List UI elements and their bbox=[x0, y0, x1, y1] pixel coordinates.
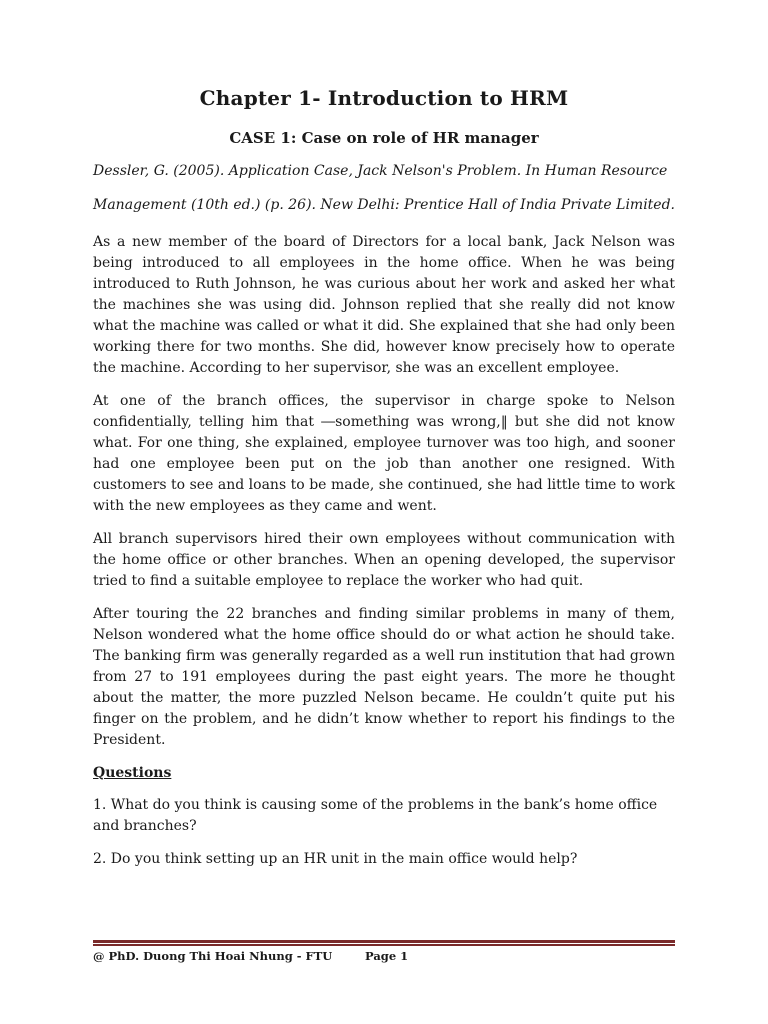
footer-rule-thick bbox=[93, 940, 675, 943]
question-2: 2. Do you think setting up an HR unit in the main office would help? bbox=[93, 851, 578, 867]
citation-line-2: Management (10th ed.) (p. 26). New Delhi: Prentice Hall of India Private Limited. bbox=[93, 197, 675, 213]
questions-heading: Questions bbox=[93, 765, 172, 781]
footer-author: @ PhD. Duong Thi Hoai Nhung - FTU bbox=[93, 949, 333, 963]
footer-page-number: Page 1 bbox=[365, 949, 409, 963]
case-body bbox=[93, 232, 675, 882]
paragraph-4: After touring the 22 branches and finding similar problems in many of them, Nelson wondered what the home office should do or what action he should take. The banking firm was generally regarded as a well run institution that had grown from 27 to 191 employees during the past eight years. The more he thought about the matter, the more puzzled Nelson became. He couldn’t quite put his finger on the problem, and he didn’t know whether to report his findings to the President. bbox=[93, 606, 675, 748]
case-subtitle: CASE 1: Case on role of HR manager bbox=[229, 129, 539, 147]
paragraph-1: As a new member of the board of Directors for a local bank, Jack Nelson was being introduced to all employees in the home office. When he was being introduced to Ruth Johnson, he was curious about her work and asked her what the machines she was using did. Johnson replied that she really did not know what the machine was called or what it did. She explained that she had only been working there for two months. She did, however know precisely how to operate the machine. According to her supervisor, she was an excellent employee. bbox=[93, 234, 675, 376]
footer-rule-thin bbox=[93, 944, 675, 946]
paragraph-2: At one of the branch offices, the supervisor in charge spoke to Nelson confidentially, telling him that ―something was wrong,‖ but she did not know what. For one thing, she explained, employee turnover was too high, and sooner had one employee been put on the job than another one resigned. With customers to see and loans to be made, she continued, she had little time to work with the new employees as they came and went. bbox=[93, 393, 675, 514]
question-1: 1. What do you think is causing some of the problems in the bank’s home office and branches? bbox=[93, 797, 658, 834]
paragraph-3: All branch supervisors hired their own employees without communication with the home office or other branches. When an opening developed, the supervisor tried to find a suitable employee to replace the worker who had quit. bbox=[93, 531, 675, 589]
page-title: Chapter 1- Introduction to HRM bbox=[199, 86, 569, 110]
citation-line-1: Dessler, G. (2005). Application Case, Jack Nelson's Problem. In Human Resource bbox=[93, 163, 668, 179]
